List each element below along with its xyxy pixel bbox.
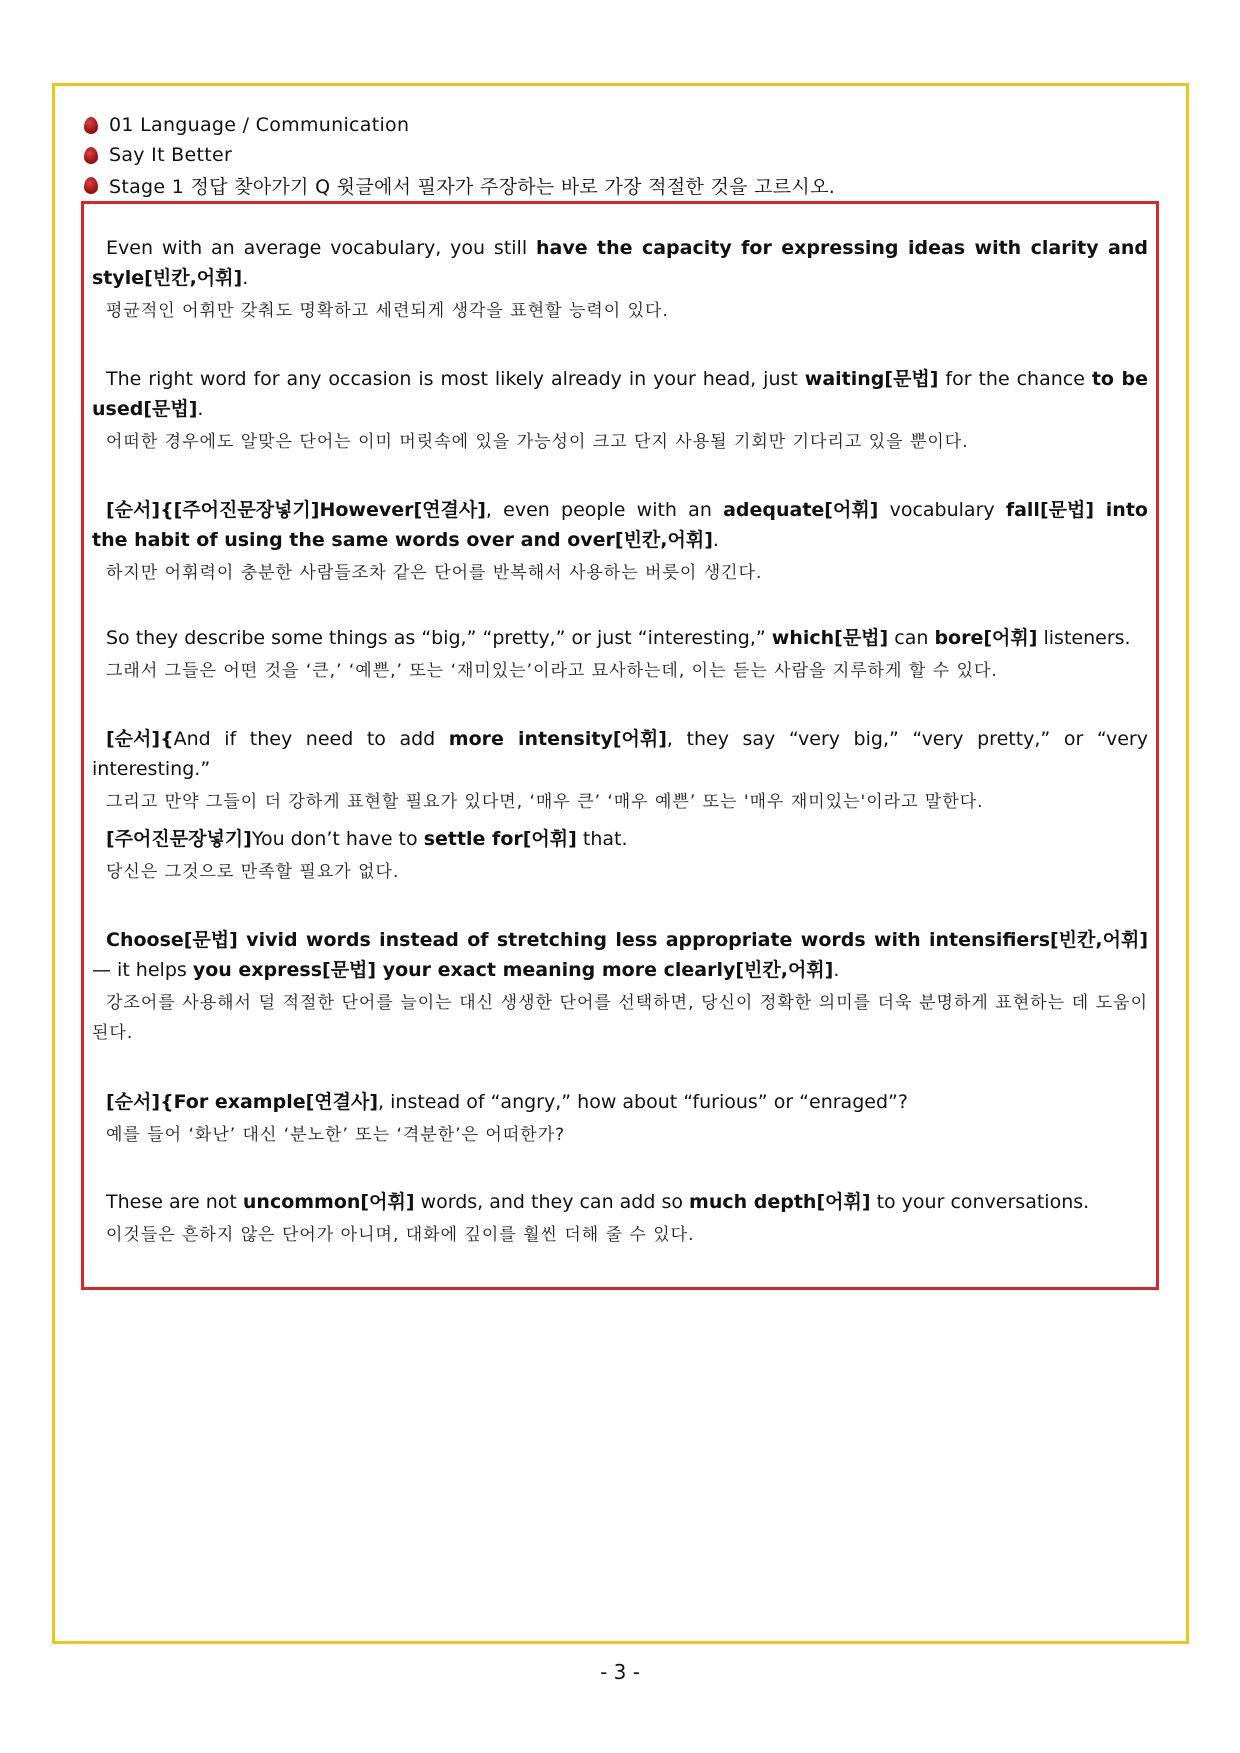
sentence-text: Even with an average vocabulary, you still <box>106 237 536 259</box>
sentence-text: that. <box>576 828 628 850</box>
highlighted-phrase: [순서]{ <box>106 728 174 750</box>
highlighted-phrase: more intensity[어휘] <box>448 728 667 750</box>
korean-translation: 예를 들어 ‘화난’ 대신 ‘분노한’ 또는 ‘격분한’은 어떠한가? <box>106 1125 566 1145</box>
english-sentence <box>92 364 1148 424</box>
red-bullet-icon <box>84 177 98 194</box>
highlighted-phrase: have the capacity for expressing ideas with clarity and style[빈칸,어휘] <box>92 237 1148 289</box>
english-sentence <box>92 1187 1148 1217</box>
sentence-text: , they say “very big,” “very pretty,” or “very interesting.” <box>92 728 1148 780</box>
sentence-item <box>92 1087 1148 1150</box>
stage-instruction: Stage 1 정답 찾아가기 Q 윗글에서 필자가 주장하는 바로 가장 적절한 것을 고르시오. <box>109 175 836 198</box>
sentence-text: . <box>197 398 204 420</box>
sentence-text: These are not <box>106 1191 243 1213</box>
highlighted-phrase: bore[어휘] <box>934 627 1038 649</box>
highlighted-phrase: waiting[문법] <box>804 368 939 390</box>
korean-translation: 당신은 그것으로 만족할 필요가 없다. <box>106 862 400 882</box>
korean-translation: 평균적인 어휘만 갖춰도 명확하고 세련되게 생각을 표현할 능력이 있다. <box>106 301 669 321</box>
highlighted-phrase: Choose[문법] vivid words instead of stretching less appropriate words with intensifiers[빈칸,어휘] <box>106 929 1148 951</box>
sentence-text: You don’t have to <box>251 828 424 850</box>
english-sentence <box>92 233 1148 293</box>
sentence-item <box>92 233 1148 326</box>
red-bullet-icon <box>84 117 98 134</box>
header-line-3 <box>84 170 1164 200</box>
english-sentence <box>92 623 1148 653</box>
sentence-item <box>92 925 1148 1048</box>
sentence-text: can <box>888 627 935 649</box>
korean-translation: 어떠한 경우에도 알맞은 단어는 이미 머릿속에 있을 가능성이 크고 단지 사용될 기회만 기다리고 있을 뿐이다. <box>106 432 969 452</box>
sentence-text: . <box>833 959 840 981</box>
english-sentence <box>92 495 1148 555</box>
english-sentence <box>92 925 1148 985</box>
sentence-text: to your conversations. <box>870 1191 1090 1213</box>
korean-translation: 그리고 만약 그들이 더 강하게 표현할 필요가 있다면, ‘매우 큰’ ‘매우 예쁜’ 또는 '매우 재미있는'이라고 말한다. <box>106 792 984 812</box>
sentence-item <box>92 1187 1148 1250</box>
header-line-2 <box>84 140 1164 170</box>
unit-title: 01 Language / Communication <box>109 114 410 136</box>
highlighted-phrase: to be used[문법] <box>92 368 1148 420</box>
highlighted-phrase: [주어진문장넣기] <box>106 828 252 850</box>
highlighted-phrase: you express[문법] your exact meaning more clearly[빈칸,어휘] <box>192 959 834 981</box>
sentence-text: words, and they can add so <box>414 1191 690 1213</box>
header <box>84 110 1164 200</box>
lesson-title: Say It Better <box>109 144 233 166</box>
sentence-text: And if they need to add <box>173 728 449 750</box>
sentence-item <box>92 824 1148 887</box>
highlighted-phrase: uncommon[어휘] <box>242 1191 415 1213</box>
highlighted-phrase: [순서]{[주어진문장넣기]However[연결사] <box>106 499 486 521</box>
highlighted-phrase: adequate[어휘] <box>723 499 879 521</box>
sentence-text: for the chance <box>938 368 1092 390</box>
sentence-text: , instead of “angry,” how about “furious” or “enraged”? <box>378 1091 908 1113</box>
korean-translation: 하지만 어휘력이 충분한 사람들조차 같은 단어를 반복해서 사용하는 버릇이 생긴다. <box>106 563 763 583</box>
sentence-text: So they describe some things as “big,” “pretty,” or just “interesting,” <box>106 627 772 649</box>
sentence-text: — it helps <box>92 959 193 981</box>
english-sentence <box>92 824 1148 854</box>
korean-translation: 그래서 그들은 어떤 것을 ‘큰,’ ‘예쁜,’ 또는 ‘재미있는’이라고 묘사하는데, 이는 듣는 사람을 지루하게 할 수 있다. <box>106 661 998 681</box>
highlighted-phrase: [순서]{For example[연결사] <box>106 1091 379 1113</box>
highlighted-phrase: which[문법] <box>771 627 889 649</box>
header-line-1 <box>84 110 1164 140</box>
sentence-item <box>92 495 1148 588</box>
sentence-text: . <box>242 267 249 289</box>
highlighted-phrase: settle for[어휘] <box>423 828 577 850</box>
korean-translation: 강조어를 사용해서 덜 적절한 단어를 늘이는 대신 생생한 단어를 선택하면, 당신이 정확한 의미를 더욱 분명하게 표현하는 데 도움이 된다. <box>92 993 1148 1043</box>
sentence-text: , even people with an <box>485 499 724 521</box>
sentence-item <box>92 623 1148 686</box>
sentence-item <box>92 724 1148 817</box>
sentence-text: . <box>712 529 719 551</box>
page-number: - 3 - <box>600 1660 640 1684</box>
highlighted-phrase: fall[문법] into the habit of using the same words over and over[빈칸,어휘] <box>92 499 1148 551</box>
highlighted-phrase: much depth[어휘] <box>689 1191 871 1213</box>
sentence-item <box>92 364 1148 457</box>
english-sentence <box>92 1087 1148 1117</box>
korean-translation: 이것들은 흔하지 않은 단어가 아니며, 대화에 깊이를 훨씬 더해 줄 수 있다. <box>106 1225 695 1245</box>
sentence-text: vocabulary <box>878 499 1006 521</box>
red-bullet-icon <box>84 147 98 164</box>
sentence-text: The right word for any occasion is most likely already in your head, just <box>106 368 805 390</box>
english-sentence <box>92 724 1148 784</box>
sentence-text: listeners. <box>1037 627 1131 649</box>
